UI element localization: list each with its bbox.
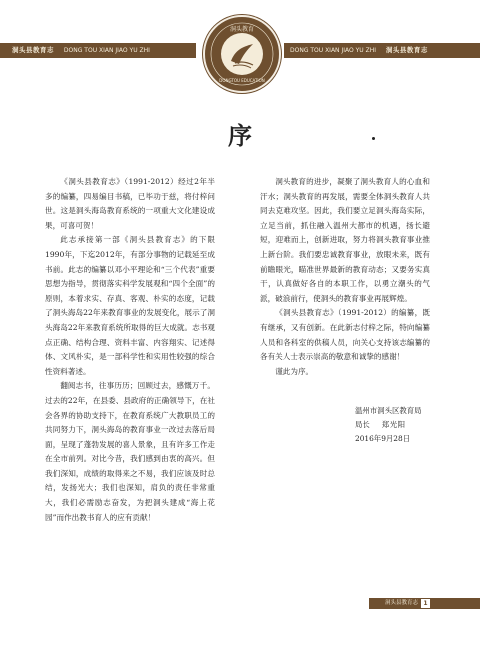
header-left-pinyin: DONG TOU XIAN JIAO YU ZHI — [63, 47, 150, 54]
header-left-title: 洞头县教育志 — [12, 46, 54, 54]
signature-role: 局长 — [355, 420, 370, 429]
logo-bottom-text: DONGTOU EDUCATION — [219, 78, 265, 83]
decorative-dot — [372, 137, 375, 140]
page-title: 序 — [228, 121, 252, 150]
signature-line — [355, 418, 465, 432]
logo-emblem — [205, 17, 279, 91]
header-right-title: 洞头县教育志 — [385, 46, 428, 54]
dongtou-education-logo — [203, 15, 281, 93]
paragraph: 此志承接第一部《洞头县教育志》的下限1990年，下迄2012年，有部分事物的记载延至成书前。此志的编纂以邓小平理论和“三个代表”重要思想为指导，贯彻落实科学发展观和“四个全面”的原则，本着求实、存真、客观、朴实的态度，记载了洞头海岛22年来教育事业的发展变化，展示了洞头海岛22年来教育系统所取得的巨大成就。志书观点正确、结构合理、资料丰富、内容翔实、记述得体、文风朴实，是一部科学性和实用性较强的综合性资料著述。 — [45, 235, 215, 376]
signature-name: 郑光阳 — [381, 420, 406, 429]
paragraph: 《洞头县教育志》（1991-2012）的编纂，既有继承，又有创新。在此新志付梓之际，特向编纂人员和各科室的供稿人员，向关心支持该志编纂的各有关人士表示崇高的敬意和诚挚的感谢！ — [260, 308, 430, 362]
header-band-left — [0, 43, 196, 58]
paragraph: 翻阅志书，往事历历；回顾过去，感慨万千。过去的22年，在县委、县政府的正确领导下，在社会各界的协助支持下，在教育系统广大教职员工的共同努力下，洞头海岛的教育事业一改过去落后局面，呈现了蓬勃发展的喜人景象，且有许多工作走在全市前列。对比今昔，我们感到由衷的高兴。但我们深知，成绩的取得来之不易，我们应该及时总结，发扬光大；我们也深知，肩负的责任非常重大，我们必需励志奋发，为把洞头建成“海上花园”而作出教书育人的应有贡献！ — [45, 381, 215, 522]
paragraph: 谨此为序。 — [275, 366, 314, 376]
text-column-left — [45, 175, 215, 525]
page-number: 1 — [421, 599, 430, 608]
paragraph: 《洞头县教育志》（1991-2012）经过2年半多的编纂，四易编目书稿，已毕功于兹，将付梓问世。这是洞头海岛教育系统的一项重大文化建设成果，可喜可贺！ — [45, 177, 215, 230]
signature-date: 2016年9月28日 — [355, 434, 411, 443]
header-right-pinyin: DONG TOU XIAN JIAO YU ZHI — [290, 47, 376, 54]
page-footer — [369, 598, 480, 609]
signature-org: 温州市洞头区教育局 — [355, 406, 422, 415]
paragraph: 洞头教育的进步，凝聚了洞头教育人的心血和汗水；洞头教育的再发展，需要全体洞头教育人共同去克难攻坚。因此，我们要立足洞头海岛实际，立足当前，抓住融入温州大都市的机遇，扬长避短，迎难而上，创新进取，努力将洞头教育事业推上新台阶。我们要忠诚教育事业，放眼未来，既有前瞻眼光，瞄准世界最新的教育动态；又要务实真干，认真做好各自的本职工作，以勇立潮头的气派，破浪前行，使洞头的教育事业再展辉煌。 — [260, 177, 430, 303]
header-band-right — [284, 43, 480, 58]
footer-title: 洞头县教育志 — [385, 600, 419, 606]
text-column-right — [260, 175, 430, 379]
logo-top-text: 洞头教育 — [229, 26, 255, 33]
